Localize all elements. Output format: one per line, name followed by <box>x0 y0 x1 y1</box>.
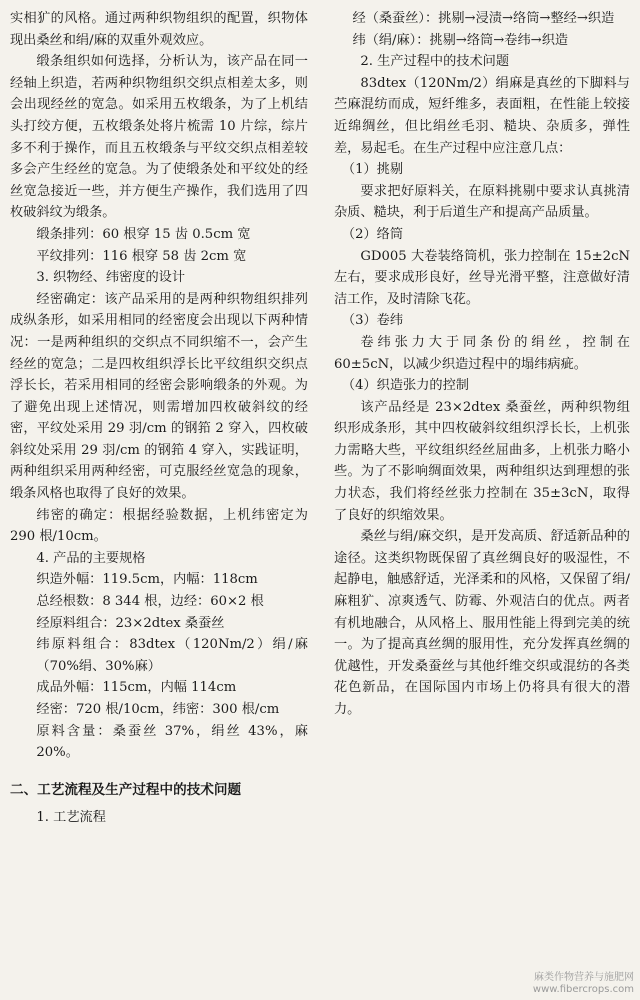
site-watermark <box>533 972 634 996</box>
paragraph: 纬密的确定：根据经验数据，上机纬密定为 290 根/10cm。 <box>10 507 308 545</box>
subsection-heading: 4. 产品的主要规格 <box>36 550 146 566</box>
spec-line: 织造外幅：119.5cm，内幅：118cm <box>36 572 258 588</box>
watermark-title: 麻类作物营养与施肥网 <box>534 972 634 983</box>
item-heading: （4）织造张力的控制 <box>341 378 469 394</box>
spec-line: 总经根数：8 344 根，边经：60×2 根 <box>36 594 264 610</box>
left-column <box>10 8 308 829</box>
paragraph-continuation: 实相犷的风格。通过两种织物组织的配置，织物体现出桑丝和绢/麻的双重外观效应。 <box>10 11 308 48</box>
item-heading: （3）卷纬 <box>341 313 404 329</box>
spec-line: 平纹排列：116 根穿 58 齿 2cm 宽 <box>36 248 247 264</box>
spec-line: 原料含量：桑蚕丝 37%，绢丝 43%，麻 20%。 <box>36 723 308 761</box>
spec-line: 经密：720 根/10cm，纬密：300 根/cm <box>36 702 280 717</box>
paragraph: 要求把好原料关，在原料挑剔中要求认真挑清杂质、糙块，利于后道生产和提高产品质量。 <box>334 183 630 221</box>
paragraph: 缎条组织如何选择，分析认为，该产品在同一经轴上织造，若两种织物组织交织点相差太多，则会出现经丝的宽急。如采用五枚缎条，为了上机结头打绞方便，五枚缎条处将片梳需 10 片综，综片多不利于操作，而且五枚缎条与平纹交织点相差较多会产生经丝的宽急。为了使缎条处和平纹处的经丝宽急接近一些，并方便生产操作，我们选用了四枚破斜纹为缎条。 <box>10 54 308 221</box>
section-heading: 二、工艺流程及生产过程中的技术问题 <box>10 781 242 798</box>
item-heading: （1）挑剔 <box>341 162 404 178</box>
right-column <box>334 8 630 721</box>
watermark-url: www.fibercrops.com <box>532 984 634 995</box>
paragraph: 该产品经是 23×2dtex 桑蚕丝，两种织物组织形成条形，其中四枚破斜纹组织浮长长，上机张力需略大些，平纹组织经丝屈曲多，上机张力略小些。为了不影响绸面效果，两种组织达到理想的张力状态，我们将经丝张力控制在 35±3cN，取得了良好的织缩效果。 <box>334 399 630 523</box>
item-heading: （2）络筒 <box>341 226 404 242</box>
process-flow-line: 纬（绢/麻）：挑剔→络筒→卷纬→织造 <box>352 32 569 48</box>
subsection-heading: 2. 生产过程中的技术问题 <box>360 54 510 70</box>
subsection-heading: 3. 织物经、纬密度的设计 <box>36 270 186 286</box>
spec-line: 纬原料组合：83dtex（120Nm/2）绢/麻（70%绢、30%麻） <box>36 637 308 674</box>
paragraph: 83dtex（120Nm/2）绢麻是真丝的下脚料与苎麻混纺而成，短纤维多，表面粗，在性能上较接近绵绸丝，但比绢丝毛羽、糙块、杂质多，弹性差，易起毛。在生产过程中应注意几点： <box>334 75 630 156</box>
spec-line: 缎条排列：60 根穿 15 齿 0.5cm 宽 <box>36 226 251 242</box>
paragraph: 经密确定：该产品采用的是两种织物组织排列成纵条形，如采用相同的经密度会出现以下两种情况：一是两种组织的交织点不同织缩不一，会产生经丝的宽急；二是四枚组织浮长比平纹组织交织点浮长长，若采用相同的经密会影响缎条的外观。为了避免出现上述情况，则需增加四枚破斜纹的经密，平纹处采用 29 羽/cm 的钢筘 2 穿入，四枚破斜纹处采用 29 羽/cm 的钢筘 4 穿入，实践证明，两种组织采用两种经密，可克服经丝宽急的现象，缎条风格也取得了良好的效果。 <box>10 291 308 502</box>
paragraph: 桑丝与绢/麻交织，是开发高质、舒适新品种的途径。这类织物既保留了真丝绸良好的吸湿性，不起静电，触感舒适，光泽柔和的风格，又保留了绢/麻粗犷、凉爽透气、防霉、外观洁白的优点。两者有机地融合，从风格上、服用性能上得到完美的统一。为了提高真丝绸的服用性，充分发挥真丝绸的优越性，开发桑蚕丝与其他纤维交织或混纺的各类花色新品，在国际国内市场上仍将具有很大的潜力。 <box>334 529 630 717</box>
paragraph: 卷纬张力大于同条份的绢丝，控制在 60±5cN，以减少织造过程中的塌纬病疵。 <box>334 334 630 372</box>
spec-line: 经原料组合：23×2dtex 桑蚕丝 <box>36 615 225 631</box>
paragraph: GD005 大卷装络筒机，张力控制在 15±2cN 左右，要求成形良好，丝导光滑平整，注意做好清洁工作，及时清除飞花。 <box>334 248 630 307</box>
process-flow-line: 经（桑蚕丝）：挑剔→浸渍→络筒→整经→织造 <box>352 11 615 26</box>
subsection-heading: 1. 工艺流程 <box>36 810 106 826</box>
spec-line: 成品外幅：115cm，内幅 114cm <box>36 680 237 696</box>
